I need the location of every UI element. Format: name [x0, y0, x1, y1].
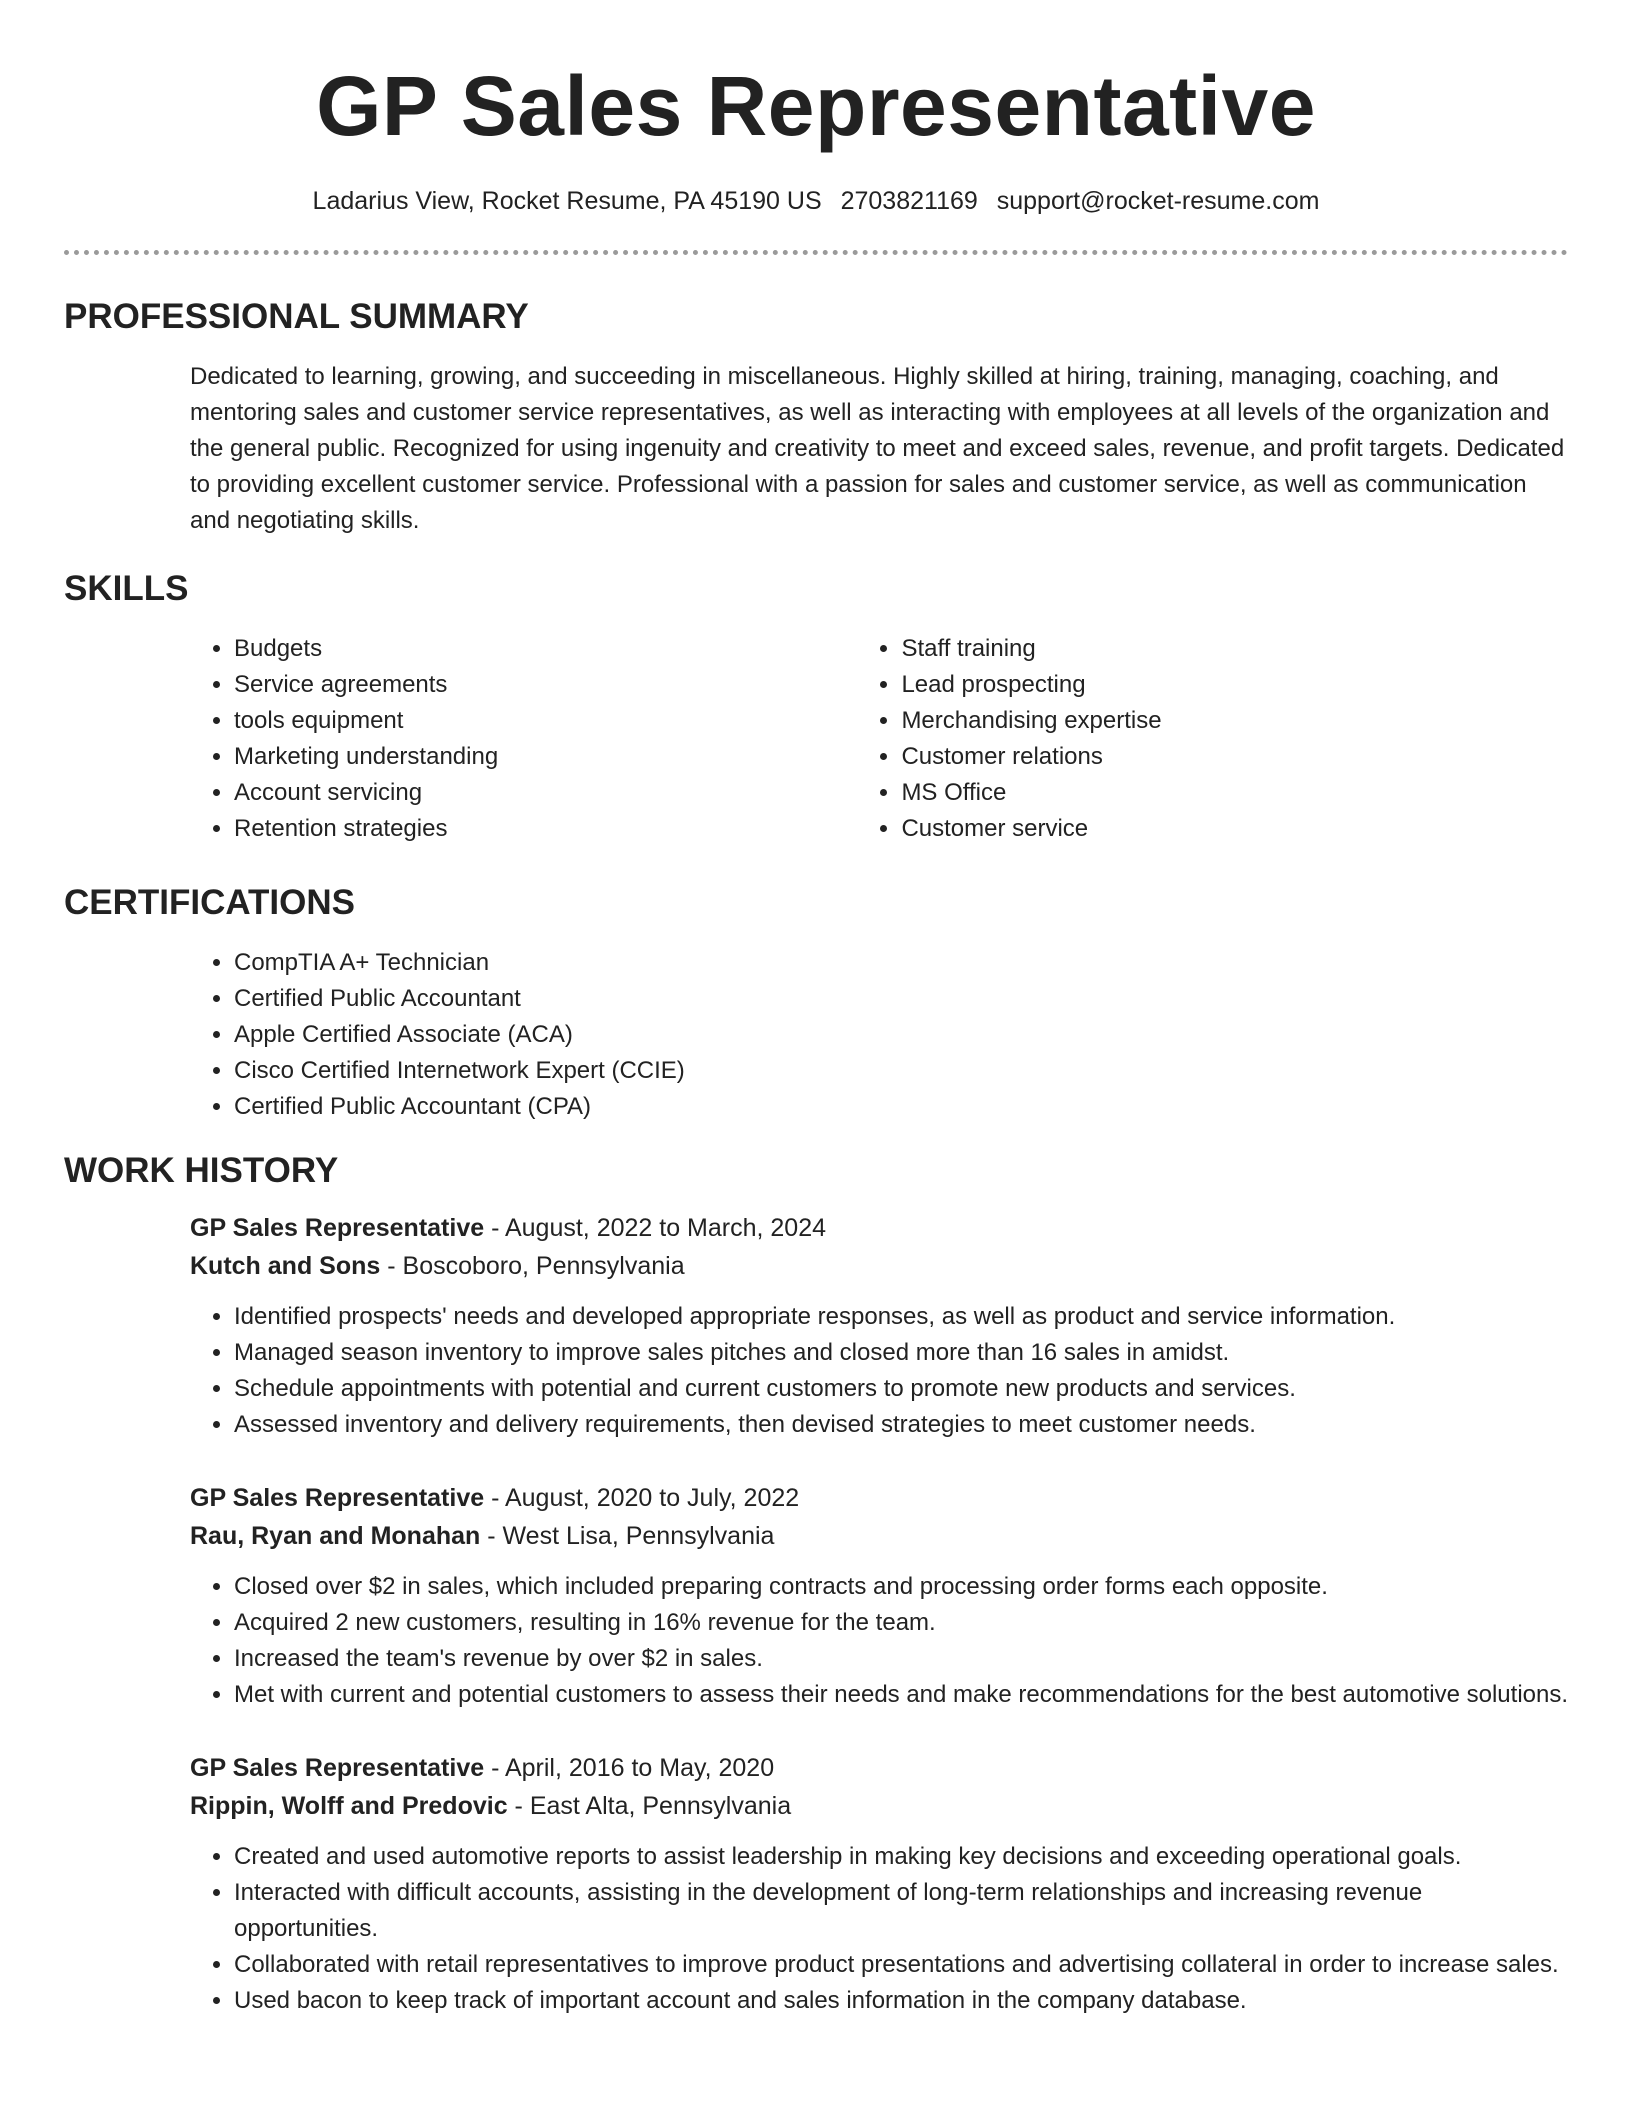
skill-item: • Marketing understanding	[234, 739, 857, 775]
job-bullet: • Created and used automotive reports to assist leadership in making key decisions and exceeding operational goals.	[234, 1839, 1568, 1875]
skills-heading: SKILLS	[64, 569, 189, 608]
job-dates: - August, 2020 to July, 2022	[484, 1484, 800, 1512]
job-title-line	[190, 1209, 1568, 1247]
skill-item: • Lead prospecting	[901, 667, 1568, 703]
job-entry	[190, 1749, 1568, 2019]
contact-address: Ladarius View, Rocket Resume, PA 45190 US	[312, 187, 822, 215]
job-bullets	[190, 1299, 1568, 1443]
skill-item: • Budgets	[234, 631, 857, 667]
certifications-heading: CERTIFICATIONS	[64, 883, 356, 922]
job-bullet: • Closed over $2 in sales, which included preparing contracts and processing order forms each opposite.	[234, 1569, 1568, 1605]
job-entry	[190, 1479, 1568, 1713]
job-company: Kutch and Sons	[190, 1252, 381, 1280]
certification-item: • CompTIA A+ Technician	[234, 945, 1568, 981]
certification-item: • Certified Public Accountant (CPA)	[234, 1089, 1568, 1125]
contact-email: support@rocket-resume.com	[996, 187, 1320, 215]
skill-item: • MS Office	[901, 775, 1568, 811]
skills-column-left	[190, 631, 857, 847]
job-bullets	[190, 1839, 1568, 2019]
job-dates: - August, 2022 to March, 2024	[484, 1214, 827, 1242]
job-bullet: • Collaborated with retail representatives to improve product presentations and advertising collateral in order to increase sales.	[234, 1947, 1568, 1983]
skill-item: • Customer service	[901, 811, 1568, 847]
job-bullet: • Assessed inventory and delivery requirements, then devised strategies to meet customer needs.	[234, 1407, 1568, 1443]
summary-text: Dedicated to learning, growing, and succeeding in miscellaneous. Highly skilled at hiring, training, managing, coaching, and mentoring sales and customer service representatives, as well as interacting with employees at all levels of the organization and the general public. Recognized for using ingenuity and creativity to meet and exceed sales, revenue, and profit targets. Dedicated to providing excellent customer service. Professional with a passion for sales and customer service, as well as communication and negotiating skills.	[190, 363, 1565, 534]
skill-item: • Account servicing	[234, 775, 857, 811]
job-bullet: • Acquired 2 new customers, resulting in 16% revenue for the team.	[234, 1605, 1568, 1641]
job-company-line	[190, 1787, 1568, 1825]
job-title-line	[190, 1749, 1568, 1787]
skill-item: • Retention strategies	[234, 811, 857, 847]
header-divider	[64, 250, 1568, 255]
job-location: - West Lisa, Pennsylvania	[480, 1522, 775, 1550]
resume-name: GP Sales Representative	[316, 59, 1316, 153]
skill-item: • tools equipment	[234, 703, 857, 739]
job-company: Rippin, Wolff and Predovic	[190, 1792, 508, 1820]
job-company: Rau, Ryan and Monahan	[190, 1522, 481, 1550]
job-bullet: • Interacted with difficult accounts, assisting in the development of long-term relationships and increasing revenue opportunities.	[234, 1875, 1568, 1947]
job-role: GP Sales Representative	[190, 1484, 485, 1512]
job-bullet: • Met with current and potential customers to assess their needs and make recommendations for the best automotive solutions.	[234, 1677, 1568, 1713]
certification-item: • Apple Certified Associate (ACA)	[234, 1017, 1568, 1053]
job-bullet: • Increased the team's revenue by over $2 in sales.	[234, 1641, 1568, 1677]
certifications-items	[190, 945, 1568, 1125]
certifications-list	[190, 945, 1568, 1125]
skills-column-right	[857, 631, 1568, 847]
contact-phone: 2703821169	[840, 187, 978, 215]
job-dates: - April, 2016 to May, 2020	[484, 1754, 775, 1782]
job-location: - Boscoboro, Pennsylvania	[380, 1252, 685, 1280]
skill-item: • Customer relations	[901, 739, 1568, 775]
work-history-heading: WORK HISTORY	[64, 1151, 339, 1190]
job-company-line	[190, 1517, 1568, 1555]
skills-list	[190, 631, 1568, 847]
job-bullet: • Used bacon to keep track of important account and sales information in the company database.	[234, 1983, 1568, 2019]
certification-item: • Certified Public Accountant	[234, 981, 1568, 1017]
skill-item: • Merchandising expertise	[901, 703, 1568, 739]
job-role: GP Sales Representative	[190, 1754, 485, 1782]
skill-item: • Service agreements	[234, 667, 857, 703]
summary-heading: PROFESSIONAL SUMMARY	[64, 297, 529, 336]
job-title-line	[190, 1479, 1568, 1517]
job-company-line	[190, 1247, 1568, 1285]
job-entry	[190, 1209, 1568, 1443]
skill-item: • Staff training	[901, 631, 1568, 667]
contact-line	[64, 184, 1568, 218]
job-bullet: • Schedule appointments with potential and current customers to promote new products and services.	[234, 1371, 1568, 1407]
certification-item: • Cisco Certified Internetwork Expert (CCIE)	[234, 1053, 1568, 1089]
job-bullet: • Identified prospects' needs and developed appropriate responses, as well as product and service information.	[234, 1299, 1568, 1335]
job-role: GP Sales Representative	[190, 1214, 485, 1242]
job-location: - East Alta, Pennsylvania	[507, 1792, 792, 1820]
job-bullets	[190, 1569, 1568, 1713]
job-bullet: • Managed season inventory to improve sales pitches and closed more than 16 sales in amidst.	[234, 1335, 1568, 1371]
